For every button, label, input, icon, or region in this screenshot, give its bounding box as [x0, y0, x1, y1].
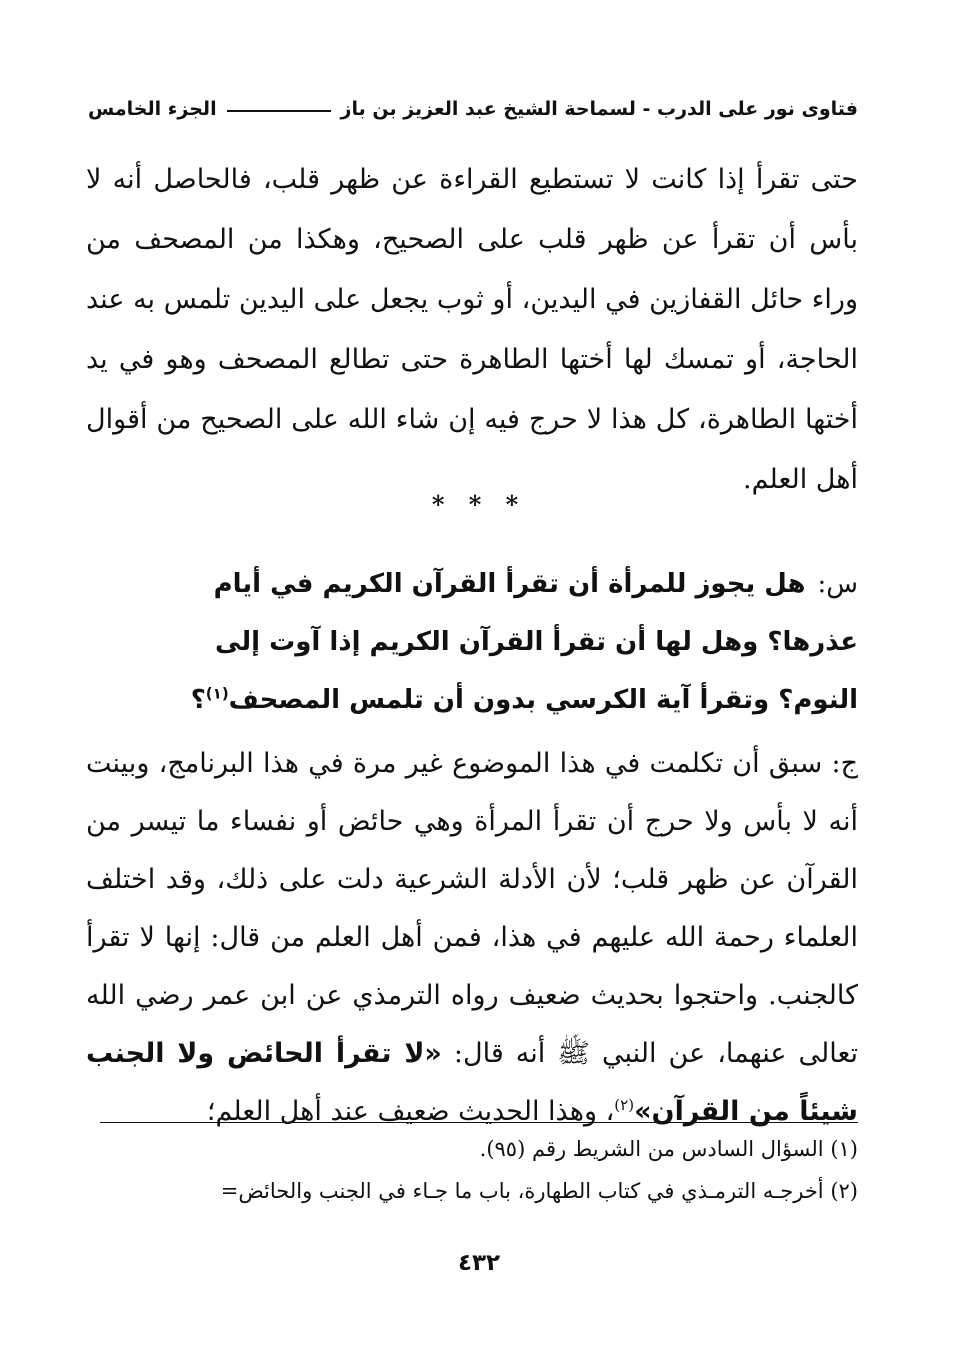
question-text: هل يجوز للمرأة أن تقرأ القرآن الكريم في أيام عذرها؟ وهل لها أن تقرأ القرآن الكريم إذا آوت إلى النوم؟ وتقرأ آية الكرسي بدون أن تلمس المصحف — [213, 569, 858, 715]
footnotes — [86, 1128, 858, 1212]
footnote-1: (١) السؤال السادس من الشريط رقم (٩٥). — [479, 1137, 858, 1161]
volume-label: الجزء الخامس — [88, 98, 217, 120]
book-title: فتاوى نور على الدرب - لسماحة الشيخ عبد العزيز بن باز — [340, 98, 858, 120]
section-separator: * * * — [431, 490, 527, 519]
footnote-ref-1: (١) — [205, 684, 229, 703]
footnote-divider — [100, 1122, 858, 1123]
question-label: س: — [817, 569, 858, 599]
question-mark: ؟ — [190, 685, 206, 715]
footnote-ref-2: (٢) — [614, 1096, 635, 1114]
answer-text: ج: سبق أن تكلمت في هذا الموضوع غير مرة في هذا البرنامج، وبينت أنه لا بأس ولا حرج أن تقرأ المرأة وهي حائض أو نفساء ما تيسر من القرآن عن ظهر قلب؛ لأن الأدلة الشرعية دلت على ذلك، وقد اختلف العلماء رحمة الله عليهم في هذا، فمن أهل العلم من قال: إنها لا تقرأ كالجنب. واحتجوا بحديث ضعيف رواه الترمذي عن ابن عمر رضي الله تعالى عنهما، عن النبي ﷺ أنه قال: — [86, 748, 858, 1069]
running-header — [88, 92, 858, 126]
header-rule — [227, 110, 331, 112]
page-number: ٤٣٢ — [457, 1250, 501, 1276]
question-block — [150, 555, 858, 729]
answer-text-continued: ، وهذا الحديث ضعيف عند أهل العلم؛ — [206, 1096, 615, 1127]
paragraph-continuation: حتى تقرأ إذا كانت لا تستطيع القراءة عن ظهر قلب، فالحاصل أنه لا بأس أن تقرأ عن ظهر قلب على الصحيح، وهكذا من المصحف من وراء حائل القفازين في اليدين، أو ثوب يجعل على اليدين تلمس به عند الحاجة، أو تمسك لها أختها الطاهرة حتى تطالع المصحف وهو في يد أختها الطاهرة، كل هذا لا حرج فيه إن شاء الله على الصحيح من أقوال أهل العلم. — [86, 164, 858, 495]
answer-block — [86, 735, 858, 1141]
footnote-2: (٢) أخرجـه الترمـذي في كتاب الطهارة، باب ما جـاء في الجنب والحائض= — [220, 1179, 858, 1203]
hadith-quote: «لا تقرأ الحائض ولا الجنب شيئاً من القرآن» — [86, 1038, 858, 1127]
